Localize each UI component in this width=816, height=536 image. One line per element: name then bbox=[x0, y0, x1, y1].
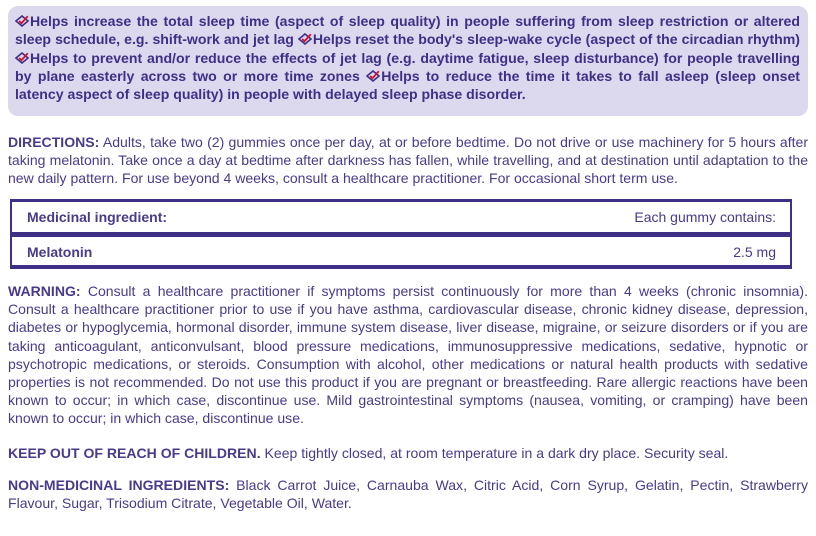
check-diamond-icon bbox=[15, 52, 29, 64]
claim-text: Helps to prevent and/or reduce the effects of jet lag (e.g. daytime fatigue, sleep disturbance) for people travelling by plane easterly across two or more time zones bbox=[15, 49, 800, 84]
directions-paragraph bbox=[8, 133, 808, 188]
non-medicinal-text: Black Carrot Juice, Carnauba Wax, Citric Acid, Corn Syrup, Gelatin, Pectin, Strawberry Flavour, Sugar, Trisodium Citrate, Vegetable Oil, Water. bbox=[8, 477, 809, 512]
warning-paragraph bbox=[8, 282, 808, 428]
header-each-gummy: Each gummy contains: bbox=[634, 209, 776, 225]
warning-label: WARNING: bbox=[8, 283, 81, 299]
claims-panel bbox=[8, 6, 808, 116]
ingredient-amount: 2.5 mg bbox=[733, 244, 776, 260]
keep-out-label: KEEP OUT OF REACH OF CHILDREN. bbox=[8, 445, 261, 461]
claim-text: Helps increase the total sleep time (aspect of sleep quality) in people suffering from sleep restriction or altered sleep schedule, e.g. shift-work and jet lag bbox=[15, 13, 800, 48]
claim-text: Helps to reduce the time it takes to fall asleep (sleep onset latency aspect of sleep quality) in people with delayed sleep phase disorder. bbox=[15, 67, 800, 103]
claim-text: Helps reset the body's sleep-wake cycle (aspect of the circadian rhythm) bbox=[312, 31, 800, 48]
table-row bbox=[12, 237, 790, 267]
keep-out-paragraph bbox=[8, 444, 808, 462]
medicinal-ingredient-table bbox=[10, 199, 792, 269]
table-header-row bbox=[12, 202, 790, 232]
non-medicinal-label: NON-MEDICINAL INGREDIENTS: bbox=[8, 477, 230, 493]
keep-out-text: Keep tightly closed, at room temperature in a dark dry place. Security seal. bbox=[264, 445, 729, 461]
check-diamond-icon bbox=[298, 33, 312, 45]
non-medicinal-paragraph bbox=[8, 476, 808, 512]
directions-text: Adults, take two (2) gummies once per day, at or before bedtime. Do not drive or use machinery for 5 hours after taking melatonin. Take once a day at bedtime after darkness has fallen, while travelling, and at destination until adaptation to the new daily pattern. For use beyond 4 weeks, consult a healthcare practitioner. For occasional short term use. bbox=[8, 134, 808, 187]
warning-text: Consult a healthcare practitioner if symptoms persist continuously for more than 4 weeks (chronic insomnia). Consult a healthcare practitioner prior to use if you have asthma, cardiovascular disease, chronic kidney disease, depression, diabetes or hypoglycemia, hormonal disorder, immune system disease, liver disease, migraine, or seizure disorders or if you are taking anticoagulant, anticonvulsant, blood pressure medications, immunosuppressive medications, sedative, hypnotic or psychotropic medications, or steroids. Consumption with alcohol, other medications or natural health products with sedative properties is not recommended. Do not use this product if you are pregnant or breastfeeding. Rare allergic reactions have been known to occur; in which case, discontinue use. Mild gastrointestinal symptoms (nausea, vomiting, or cramping) have been known to occur; in which case, discontinue use. bbox=[8, 283, 809, 427]
check-diamond-icon bbox=[15, 15, 29, 27]
check-diamond-icon bbox=[366, 70, 380, 82]
ingredient-name: Melatonin bbox=[27, 244, 93, 260]
header-medicinal-ingredient: Medicinal ingredient: bbox=[27, 209, 168, 225]
directions-label: DIRECTIONS: bbox=[8, 134, 100, 150]
